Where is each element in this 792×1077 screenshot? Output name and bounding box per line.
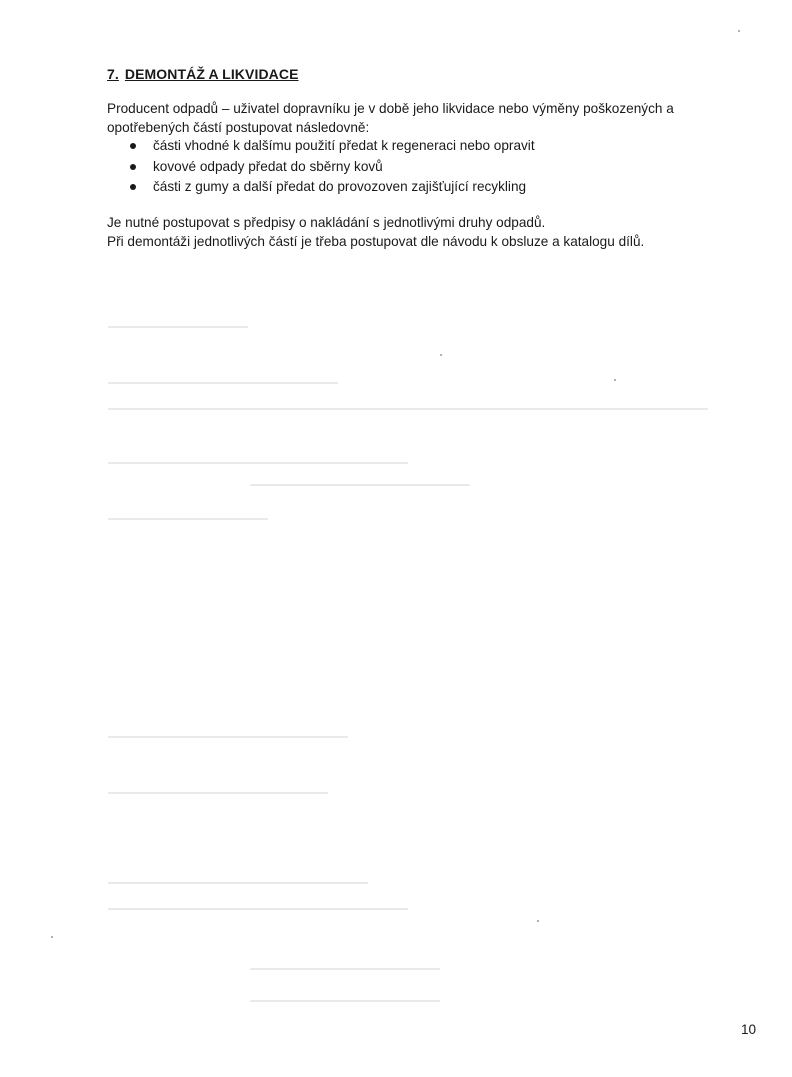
section-heading	[107, 66, 299, 82]
list-item	[130, 136, 535, 157]
list-item	[130, 157, 535, 178]
section-number: 7.	[107, 66, 119, 82]
list-item-text: části z gumy a další předat do provozoven zajišťující recykling	[153, 179, 527, 194]
bullet-icon	[130, 184, 136, 190]
notes-paragraph	[107, 213, 644, 251]
list-item-text: části vhodné k dalšímu použití předat k regeneraci nebo opravit	[153, 138, 535, 153]
page-number: 10	[741, 1022, 757, 1037]
notes-line-2: Při demontáži jednotlivých částí je třeba postupovat dle návodu k obsluze a katalogu dílů.	[107, 234, 645, 249]
disposal-list	[130, 136, 535, 198]
bullet-icon	[130, 164, 136, 170]
notes-line-1: Je nutné postupovat s předpisy o nakládání s jednotlivými druhy odpadů.	[107, 215, 546, 230]
list-item	[130, 177, 535, 198]
section-title: DEMONTÁŽ A LIKVIDACE	[124, 66, 299, 82]
intro-line-1: Producent odpadů – uživatel dopravníku je v době jeho likvidace nebo výměny poškozených a	[107, 101, 674, 116]
list-item-text: kovové odpady předat do sběrny kovů	[153, 158, 383, 174]
intro-paragraph	[107, 99, 674, 137]
bullet-icon	[130, 143, 136, 149]
intro-line-2: opotřebených částí postupovat následovně:	[107, 120, 370, 135]
